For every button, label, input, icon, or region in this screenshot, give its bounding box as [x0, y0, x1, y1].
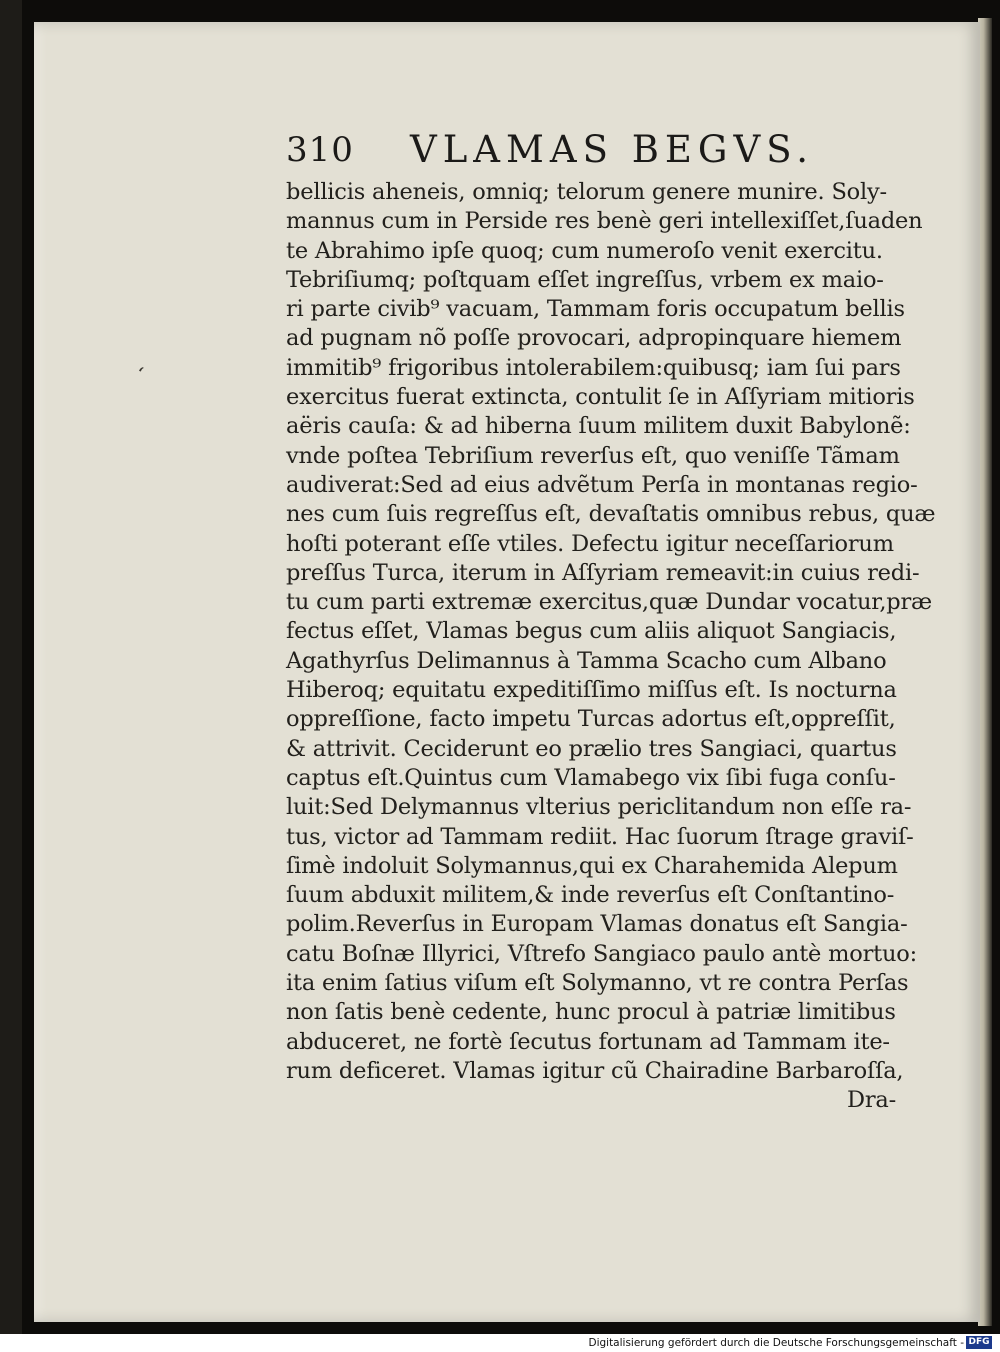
- scan-left-edge: [0, 0, 22, 1334]
- text-line: ſimè indoluit Solymannus,qui ex Charahemida Alepum: [286, 852, 898, 879]
- text-line: polim.Reverſus in Europam Vlamas donatus eſt Sangia-: [286, 911, 908, 938]
- text-line: captus eſt.Quintus cum Vlamabego vix ſibi fuga conſu-: [286, 764, 896, 791]
- text-line: audiverat:Sed ad eius advẽtum Perſa in montanas regio-: [286, 471, 918, 498]
- text-line: abduceret, ne fortè ſecutus fortunam ad Tammam ite-: [286, 1028, 890, 1055]
- text-line: Tebriſiumq; poſtquam eſſet ingreſſus, vrbem ex maio-: [286, 266, 884, 293]
- catchword: Dra-: [846, 1087, 896, 1114]
- funding-note: Digitalisierung gefördert durch die Deutsche Forschungsgemeinschaft -: [588, 1337, 964, 1349]
- running-head: [286, 128, 814, 174]
- text-line: tu cum parti extremæ exercitus,quæ Dundar vocatur,præ: [286, 589, 932, 616]
- text-line: te Abrahimo ipſe quoq; cum numeroſo venit exercitu.: [286, 237, 883, 264]
- text-line: mannus cum in Perside res benè geri intellexiſſet,ſuaden: [286, 208, 923, 235]
- text-line: bellicis aheneis, omniq; telorum genere munire. Soly-: [286, 179, 887, 205]
- body-text: [286, 178, 936, 1116]
- text-line: Agathyrſus Delimannus à Tamma Scacho cum Albano: [286, 647, 887, 674]
- text-line: & attrivit. Ceciderunt eo prælio tres Sangiaci, quartus: [286, 735, 897, 762]
- text-line: ſuum abduxit militem,& inde reverſus eſt Conſtantino-: [286, 882, 895, 909]
- text-line: ita enim ſatius viſum eſt Solymanno, vt re contra Perſas: [286, 970, 909, 997]
- text-line: nes cum ſuis regreſſus eſt, devaſtatis omnibus rebus, quæ: [286, 501, 936, 528]
- margin-mark: ʻ: [132, 361, 147, 387]
- text-line: hoſti poterant eſſe vtiles. Defectu igitur neceſſariorum: [286, 530, 894, 557]
- text-line: preſſus Turca, iterum in Aſſyriam remeavit:in cuius redi-: [286, 559, 920, 586]
- running-head-title: VLAMAS BEGVS.: [410, 128, 814, 171]
- text-line: vnde poſtea Tebriſium reverſus eſt, quo veniſſe Tãmam: [286, 442, 900, 469]
- text-line: ri parte civib⁹ vacuam, Tammam foris occupatum bellis: [286, 296, 905, 323]
- text-line: immitib⁹ frigoribus intolerabilem:quibusq; iam ſui pars: [286, 354, 901, 381]
- text-line: tus, victor ad Tammam rediit. Hac ſuorum ſtrage graviſ-: [286, 823, 914, 850]
- page-edge: [978, 18, 992, 1326]
- text-line: exercitus fuerat extincta, contulit ſe in Aſſyriam mitioris: [286, 384, 915, 411]
- dfg-logo: DFG: [966, 1336, 992, 1349]
- text-line: ad pugnam nõ poſſe provocari, adpropinquare hiemem: [286, 325, 902, 352]
- text-line: non ſatis benè cedente, hunc procul à patriæ limitibus: [286, 999, 896, 1026]
- page-number: 310: [286, 130, 354, 170]
- text-line: fectus eſſet, Vlamas begus cum aliis aliquot Sangiacis,: [286, 618, 897, 645]
- text-line: catu Boſnæ Illyrici, Vſtrefo Sangiaco paulo antè mortuo:: [286, 940, 918, 967]
- text-line: oppreſſione, facto impetu Turcas adortus eſt,oppreſſit,: [286, 706, 896, 733]
- text-line: Hiberoq; equitatu expeditiſſimo miſſus eſt. Is nocturna: [286, 677, 897, 704]
- text-line: rum deficeret. Vlamas igitur cũ Chairadine Barbaroſſa,: [286, 1057, 904, 1084]
- text-line: aëris cauſa: & ad hiberna ſuum militem duxit Babylonẽ:: [286, 413, 911, 440]
- text-line: luit:Sed Delymannus vlterius periclitandum non eſſe ra-: [286, 794, 912, 821]
